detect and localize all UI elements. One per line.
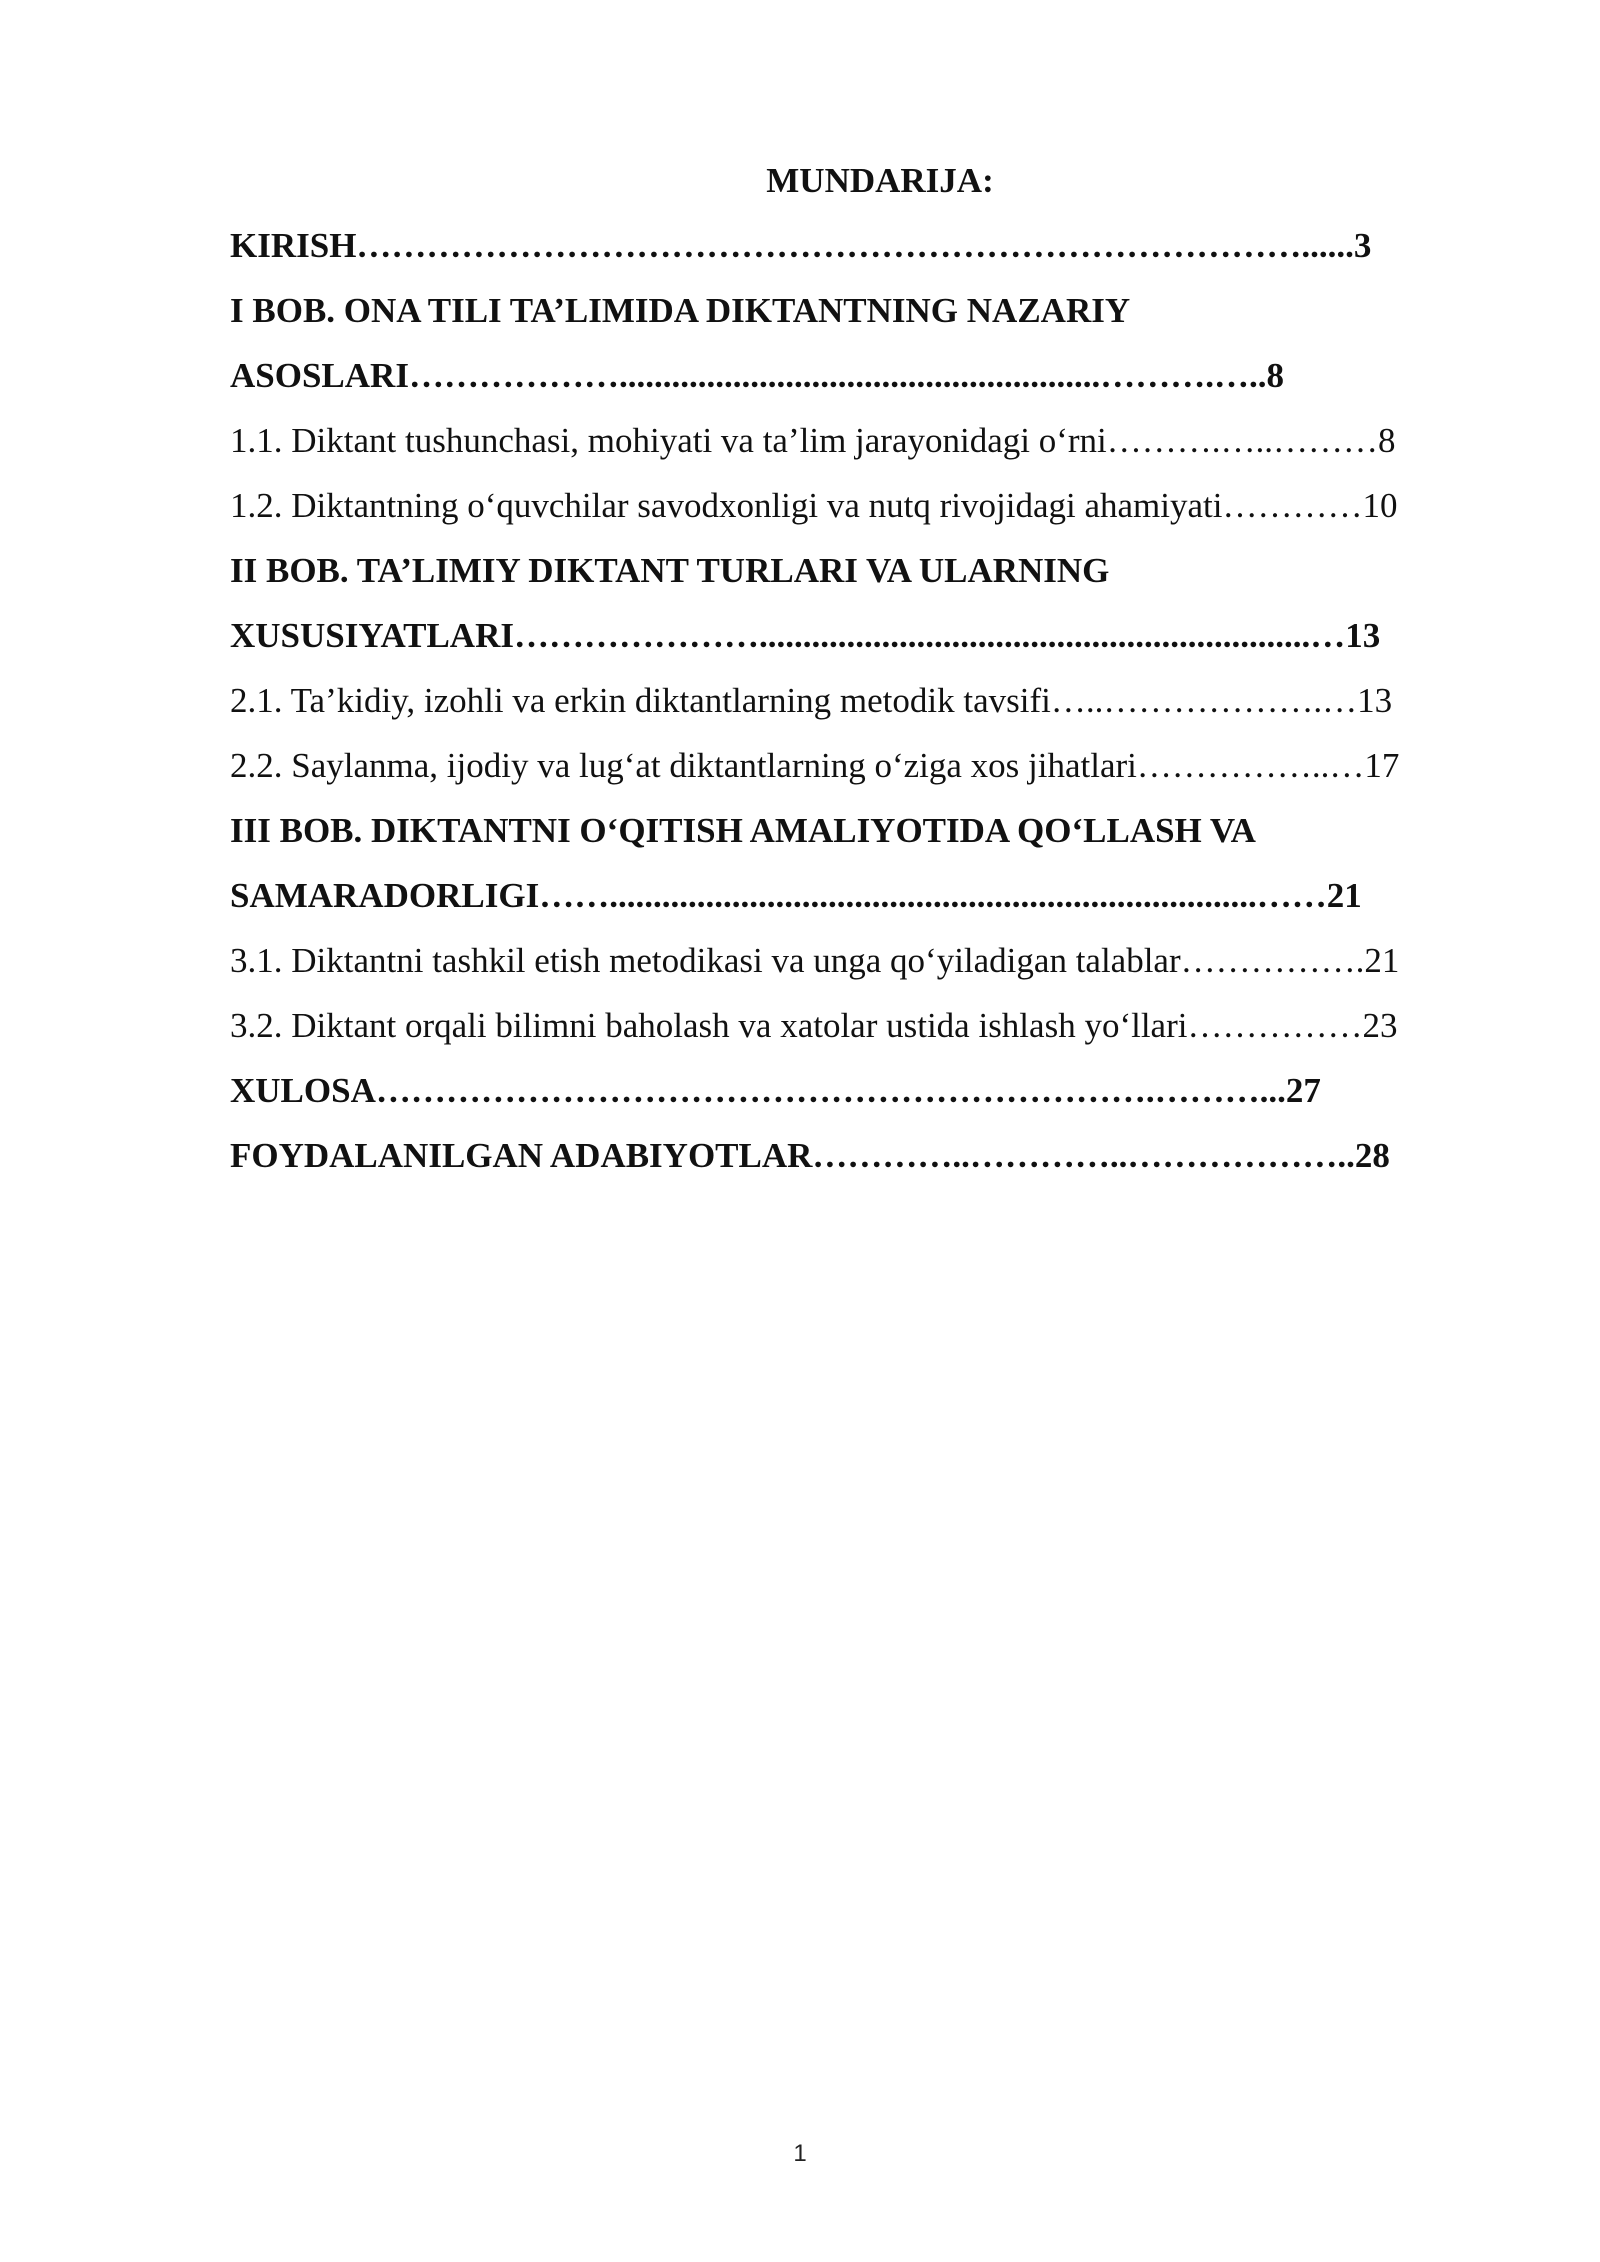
toc-chapter-3-heading-cont: SAMARADORLIGI……..........................................................................……21 <box>230 876 1362 915</box>
toc-chapter-2-heading-cont: XUSUSIYATLARI…………………...............................................................…13 <box>230 616 1381 655</box>
toc-section-1-1: 1.1. Diktant tushunchasi, mohiyati va ta’lim jarayonidagi o‘rni……….…..………8 <box>230 421 1396 460</box>
toc-chapter-1-heading: I BOB. ONA TILI TA’LIMIDA DIKTANTNING NAZARIY <box>230 291 1131 330</box>
toc-section-2-2: 2.2. Saylanma, ijodiy va lug‘at diktantlarning o‘ziga xos jihatlari……………..…17 <box>230 746 1400 785</box>
toc-chapter-3-heading: III BOB. DIKTANTNI O‘QITISH AMALIYOTIDA QO‘LLASH VA <box>230 811 1256 850</box>
toc-section-3-1: 3.1. Diktantni tashkil etish metodikasi va unga qo‘yiladigan talablar…………….21 <box>230 941 1400 980</box>
toc-section-1-2: 1.2. Diktantning o‘quvchilar savodxonligi va nutq rivojidagi ahamiyati…………10 <box>230 486 1398 525</box>
toc-entry-adabiyotlar: FOYDALANILGAN ADABIYOTLAR…………..…………..………………..28 <box>230 1136 1390 1175</box>
toc-title: MUNDARIJA: <box>766 161 994 200</box>
toc-section-2-1: 2.1. Ta’kidiy, izohli va erkin diktantlarning metodik tavsifi…..……………….…13 <box>230 681 1393 720</box>
toc-entry-xulosa: XULOSA………………………………………………………….………...27 <box>230 1071 1321 1110</box>
toc-entry-kirish: KIRISH………………………………………………………………………......3 <box>230 226 1372 265</box>
page-number: 1 <box>793 2140 807 2167</box>
toc-chapter-2-heading: II BOB. TA’LIMIY DIKTANT TURLARI VA ULARNING <box>230 551 1110 590</box>
table-of-contents <box>230 148 1490 1188</box>
toc-chapter-1-heading-cont: ASOSLARI……………….......................................................……….…..8 <box>230 356 1284 395</box>
toc-section-3-2: 3.2. Diktant orqali bilimni baholash va xatolar ustida ishlash yo‘llari……………23 <box>230 1006 1398 1045</box>
